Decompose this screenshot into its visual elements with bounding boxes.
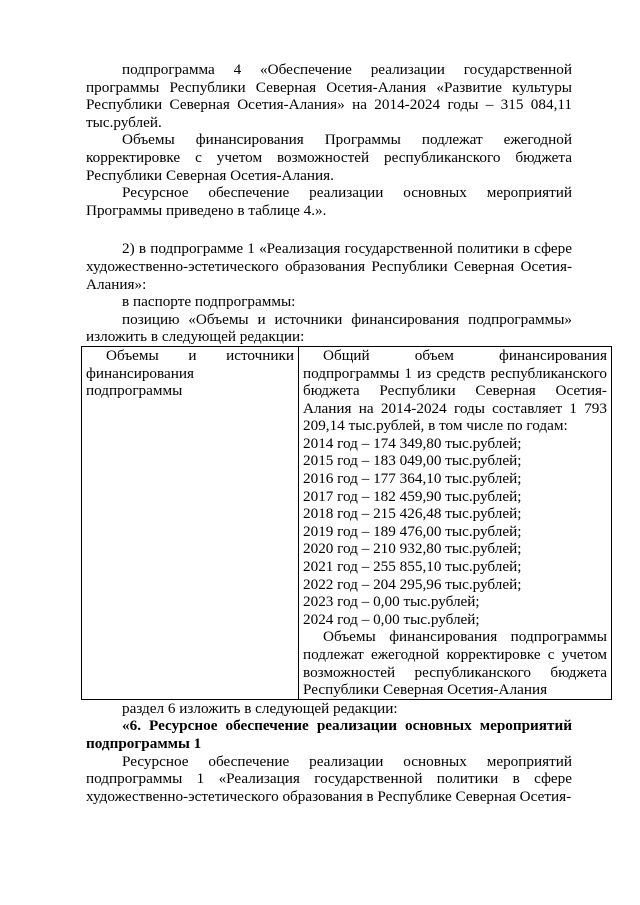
year-line: 2024 год – 0,00 тыс.рублей;	[303, 610, 480, 628]
year-line: 2014 год – 174 349,80 тыс.рублей;	[303, 434, 522, 452]
paragraph-financing-adjustment: Объемы финансирования Программы подлежат ежегодной корректировке с учетом возможностей республиканского бюджета Республики Северная Осетия-Алания.	[86, 131, 572, 184]
spacer	[86, 219, 572, 240]
year-line: 2022 год – 204 295,96 тыс.рублей;	[303, 575, 522, 593]
paragraph-section6-intro: раздел 6 изложить в следующей редакции:	[122, 699, 398, 717]
paragraph-resource-table-4: Ресурсное обеспечение реализации основных мероприятий Программы приведено в таблице 4.».	[86, 184, 572, 219]
paragraph-subprogram-4: подпрограмма 4 «Обеспечение реализации государственной программы Республики Северная Осетия-Алания «Развитие культуры Республики Северная Осетия-Алания» на 2014-2024 годы – 315 084,11 тыс.рублей.	[86, 61, 572, 131]
year-line: 2016 год – 177 364,10 тыс.рублей;	[303, 470, 522, 488]
year-line: 2021 год – 255 855,10 тыс.рублей;	[303, 558, 522, 576]
year-line: 2017 год – 182 459,90 тыс.рублей;	[303, 487, 522, 505]
paragraph-position: позицию «Объемы и источники финансирования подпрограммы» изложить в следующей редакции:	[86, 310, 572, 346]
paragraph-section6-text: Ресурсное обеспечение реализации основных мероприятий подпрограммы 1 «Реализация государственной политики в сфере художественно-эстетического образования в Республике Северная Осетия-	[86, 752, 572, 805]
financing-label: Объемы и источники финансирования подпрограммы	[86, 346, 294, 400]
financing-table	[81, 346, 612, 700]
paragraph-item-2: 2) в подпрограмме 1 «Реализация государственной политики в сфере художественно-эстетического образования Республики Северная Осетия-Алания»:	[86, 240, 572, 293]
year-line: 2020 год – 210 932,80 тыс.рублей;	[303, 540, 522, 558]
paragraph-passport: в паспорте подпрограммы:	[122, 293, 296, 311]
year-line: 2019 год – 189 476,00 тыс.рублей;	[303, 522, 522, 540]
section6-heading: «6. Ресурсное обеспечение реализации основных мероприятий подпрограммы 1	[86, 717, 572, 752]
table-row	[82, 346, 612, 699]
year-line: 2023 год – 0,00 тыс.рублей;	[303, 593, 480, 611]
document-page	[86, 61, 607, 805]
table-cell-content	[299, 346, 612, 699]
year-line: 2018 год – 215 426,48 тыс.рублей;	[303, 505, 522, 523]
financing-outro: Объемы финансирования подпрограммы подлежат ежегодной корректировке с учетом возможностей республиканского бюджета Республики Северная Осетия-Алания	[303, 628, 607, 699]
table-cell-label	[82, 346, 299, 699]
financing-intro: Общий объем финансирования подпрограммы 1 из средств республиканского бюджета Республики Северная Осетия-Алания на 2014-2024 годы составляет 1 793 209,14 тыс.рублей, в том числе по годам:	[303, 346, 607, 435]
year-line: 2015 год – 183 049,00 тыс.рублей;	[303, 452, 522, 470]
